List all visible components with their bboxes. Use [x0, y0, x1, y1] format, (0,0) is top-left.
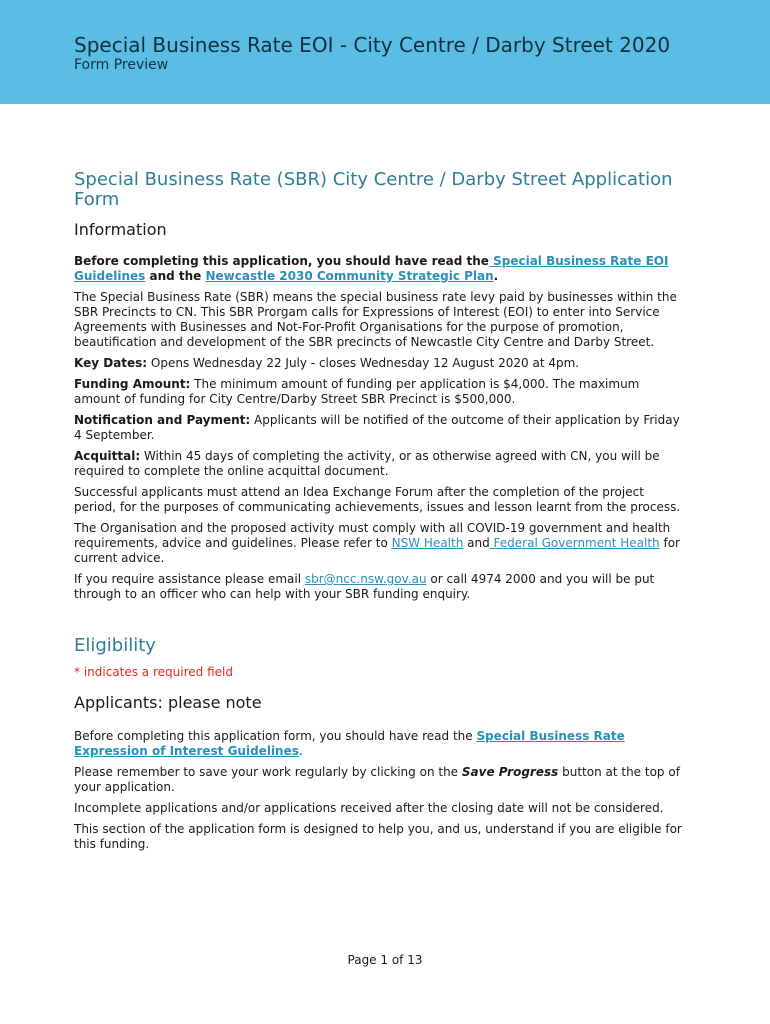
applicants-note-heading: Applicants: please note [74, 693, 262, 712]
assistance-paragraph [74, 572, 684, 602]
required-note: * indicates a required field [74, 665, 233, 679]
funding-paragraph [74, 377, 684, 407]
key-dates-label: Key Dates: [74, 356, 148, 370]
covid-advice: for current advice. [74, 536, 680, 565]
intro-period: . [493, 269, 499, 283]
strategic-plan-link[interactable]: Newcastle 2030 Community Strategic Plan [205, 269, 494, 283]
assist-text: If you require assistance please email [74, 572, 305, 586]
eoi-guidelines-link[interactable]: Special Business Rate Expression of Interest Guidelines [74, 729, 625, 758]
assist-phone-text: or call 4974 2000 and you will be put through to an officer who can help with your SBR funding enquiry. [74, 572, 655, 601]
key-dates-text: Opens Wednesday 22 July - closes Wednesday 12 August 2020 at 4pm. [147, 356, 580, 370]
intro-paragraph [74, 254, 684, 284]
save-progress-emphasis: Save Progress [461, 765, 559, 779]
covid-paragraph [74, 521, 684, 566]
guidelines-paragraph [74, 729, 684, 759]
page-number: Page 1 of 13 [347, 953, 423, 967]
key-dates-paragraph [74, 356, 684, 371]
intro-and: and the [145, 269, 206, 283]
eligibility-heading: Eligibility [74, 635, 156, 656]
forum-paragraph: Successful applicants must attend an Idea Exchange Forum after the completion of the project period, for the purposes of communicating achievements, issues and lesson learnt from the process. [74, 485, 681, 514]
form-title: Special Business Rate (SBR) City Centre / Darby Street Application Form [74, 169, 673, 210]
acquittal-paragraph [74, 449, 684, 479]
intro-text: Before completing this application, you should have read the [74, 254, 489, 268]
covid-and: and [463, 536, 490, 550]
section-note-paragraph: This section of the application form is designed to help you, and us, understand if you are eligible for this funding. [74, 822, 682, 851]
guidelines-text: Before completing this application form, you should have read the [74, 729, 477, 743]
save-paragraph [74, 765, 684, 795]
notification-label: Notification and Payment: [74, 413, 251, 427]
funding-text: The minimum amount of funding per application is $4,000. The maximum amount of funding for City Centre/Darby Street SBR Precinct is $500,000. [74, 377, 640, 406]
sbr-guidelines-link[interactable]: Special Business Rate EOI Guidelines [74, 254, 669, 283]
information-heading: Information [74, 220, 167, 239]
page-header [0, 0, 770, 104]
nsw-health-link[interactable]: NSW Health [391, 536, 464, 550]
acquittal-text: Within 45 days of completing the activity, or as otherwise agreed with CN, you will be required to complete the online acquittal document. [74, 449, 660, 478]
notification-paragraph [74, 413, 684, 443]
save-text-end: button at the top of your application. [74, 765, 680, 794]
incomplete-paragraph: Incomplete applications and/or applications received after the closing date will not be considered. [74, 801, 664, 815]
page-subtitle: Form Preview [74, 57, 169, 73]
acquittal-label: Acquittal: [74, 449, 141, 463]
email-link[interactable]: sbr@ncc.nsw.gov.au [304, 572, 427, 586]
save-text: Please remember to save your work regularly by clicking on the [74, 765, 462, 779]
sbr-paragraph: The Special Business Rate (SBR) means the special business rate levy paid by businesses within the SBR Precincts to CN. This SBR Prorgam calls for Expressions of Interest (EOI) to enter into Service Agreements with Businesses and Not-For-Profit Organisations for the purpose of promotion, beautification and development of the SBR precincts of Newcastle City Centre and Darby Street. [74, 290, 677, 349]
covid-text: The Organisation and the proposed activity must comply with all COVID-19 government and health requirements, advice and guidelines. Please refer to [74, 521, 671, 550]
notification-text: Applicants will be notified of the outcome of their application by Friday 4 September. [74, 413, 680, 442]
guidelines-period: . [298, 744, 303, 758]
page-title: Special Business Rate EOI - City Centre / Darby Street 2020 [74, 33, 671, 57]
form-content [74, 170, 684, 858]
funding-label: Funding Amount: [74, 377, 191, 391]
federal-health-link[interactable]: Federal Government Health [489, 536, 660, 550]
